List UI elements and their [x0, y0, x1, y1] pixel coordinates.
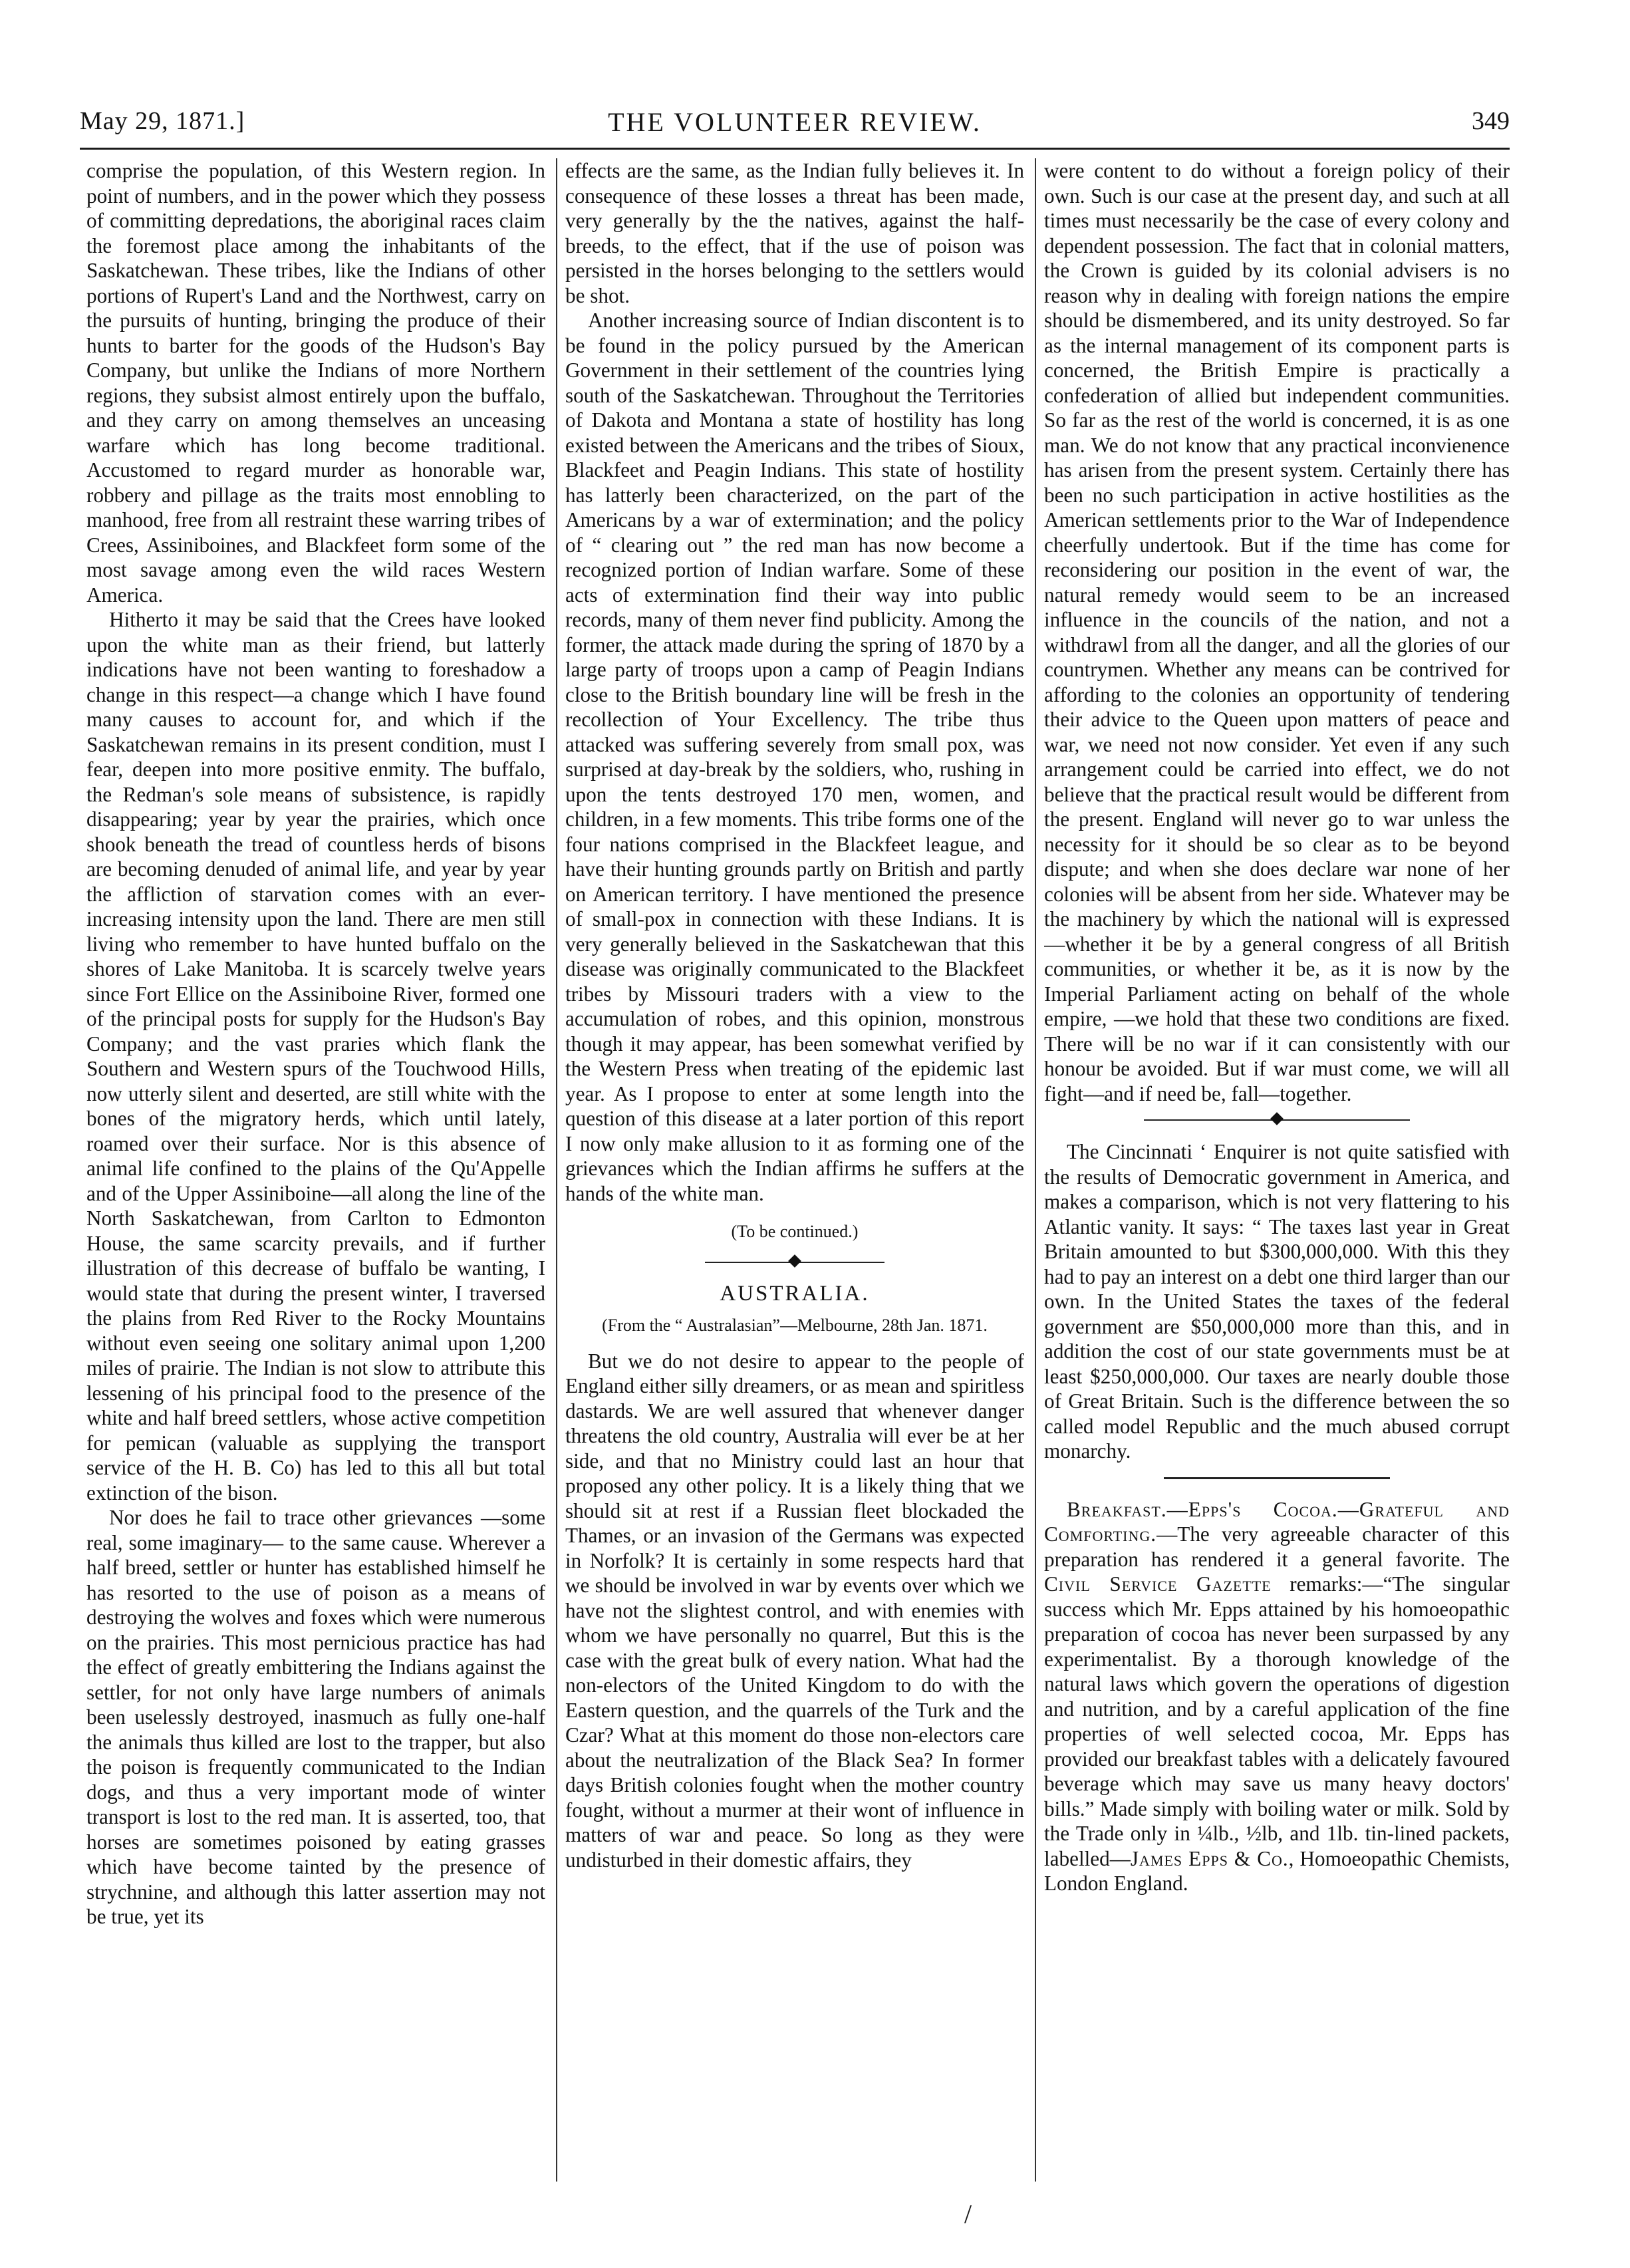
- section-separator: [565, 1252, 1024, 1272]
- column-rule: [556, 158, 557, 2182]
- advert-text: Homoeopathic Chemists, London England.: [1044, 1846, 1510, 1895]
- publication-title: THE VOLUNTEER REVIEW.: [608, 107, 982, 137]
- footer-mark: /: [964, 2199, 972, 2229]
- advert-text: remarks:—“The singular success which Mr. Epps attained by his homoeopathic preparation of cocoa has never been surpassed by any experimentalist. By a thorough knowledge of the natural laws which govern the operations of digestion and nutrition, and by a careful application of the fine properties of well selected cocoa, Mr. Epps has provided our breakfast tables with a delicately favoured beverage which may save us many heavy doctors' bills.” Made simply with boiling water or milk. Sold by the Trade only in ¼lb., ½lb, and 1lb. tin-lined packets, labelled—: [1044, 1572, 1510, 1870]
- column-2: [565, 158, 1024, 2188]
- section-title: AUSTRALIA.: [720, 1281, 870, 1306]
- paragraph: But we do not desire to appear to the people of England either silly dreamers, or as mean and spiritless dastards. We are well assured that whenever danger threatens the old country, Australia will ever be at her side, and that no Ministry could last an hour that proposed any other policy. It is a likely thing that we should sit at rest if a Russian fleet blockaded the Thames, or an invasion of the Germans was expected in Norfolk? It is certainly in some respects hard that we should be involved in war by events over which we have not the slightest control, and with enemies with whom we have personally no quarrel, But this is the case with the great bulk of every nation. What had the non-electors of the United Kingdom to do with the Eastern question, and the quarrels of the Turk and the Czar? What at this moment do those non-electors care about the neutralization of the Black Sea? In former days British colonies fought when the mother country fought, without a murmer at their wont of influence in matters of war and peace. So long as they were undisturbed in their domestic affairs, they: [565, 1349, 1024, 1872]
- paragraph: Another increasing source of Indian discontent is to be found in the policy pursued by the American Government in their settlement of the countries lying south of the Saskatchewan. Throughout the Territories of Dakota and Montana a state of hostility has long existed between the Americans and the tribes of Sioux, Blackfeet and Peagin Indians. This state of hostility has latterly been characterized, on the part of the Americans by a war of extermination; and the policy of “ clearing out ” the red man has now become a recognized portion of Indian warfare. Some of these acts of extermination find their way into public records, many of them never find publicity. Among the former, the attack made during the spring of 1870 by a large party of troops upon a camp of Peagin Indians close to the British boundary line will be fresh in the recollection of Your Excellency. The tribe thus attacked was suffering severely from small pox, was surprised at day-break by the soldiers, who, rushing in upon the tents destroyed 170 men, women, and children, in a few moments. This tribe forms one of the four nations comprised in the Blackfeet league, and have their hunting grounds partly on British and partly on American territory. I have mentioned the presence of small-pox in connection with these Indians. It is very generally believed in the Saskatchewan that this disease was originally communicated to the Blackfeet tribes by Missouri traders with a view to the accumulation of robes, and this opinion, monstrous though it may appear, has been somewhat verified by the Western Press when treating of the epidemic last year. As I propose to enter at some length into the question of this disease at a later portion of this report I now only make allusion to it as forming one of the grievances which the Indian affirms he suffers at the hands of the white man.: [565, 309, 1024, 1205]
- continued-note: (To be continued.): [731, 1222, 859, 1241]
- header-rule: [80, 148, 1510, 150]
- paragraph: effects are the same, as the Indian fully believes it. In consequence of these losses a threat has been made, very generally by the the natives, against the half-breeds, to the effect, that if the use of poison was persisted in the horses belonging to the settlers would be shot.: [565, 159, 1024, 307]
- advert-text: —The very agreeable character of this preparation has rendered it a general favorite. The: [1044, 1522, 1510, 1571]
- section-separator: [1044, 1468, 1510, 1488]
- page-number: 349: [1472, 107, 1510, 135]
- column-3: [1044, 158, 1510, 2188]
- paragraph: The Cincinnati ‘ Enquirer is not quite satisfied with the results of Democratic government in America, and makes a comparison, which is not very flattering to his Atlantic vanity. It says: “ The taxes last year in Great Britain amounted to but $300,000,000. With this they had to pay an interest on a debt one third larger than our own. In the United States the taxes of the federal government are $50,000,000 more than this, and in addition the cost of our state governments must be at least $250,000,000. Our taxes are nearly double those of Great Britain. Such is the difference between the so called model Republic and the much abused corrupt monarchy.: [1044, 1140, 1510, 1463]
- column-1: [86, 158, 545, 2188]
- paragraph: were content to do without a foreign policy of their own. Such is our case at the present day, and such at all times must necessarily be the case of every colony and dependent possession. The fact that in colonial matters, the Crown is guided by its colonial advisers is no reason why in dealing with foreign nations the empire should be dismembered, and its unity destroyed. So far as the internal management of its component parts is concerned, the British Empire is practically a confederation of allied but independent communities. So far as the rest of the world is concerned, it is as one man. We do not know that any practical inconvienence has arisen from the present system. Certainly there has been no such participation in active hostilities as the American settlements prior to the War of Independence cheerfully undertook. But if the time has come for reconsidering our position in the event of war, the natural remedy would seem to be an increased influence in the councils of the nation, and not a withdrawl from all the danger, and all the glories of our countrymen. Whether any means can be contrived for affording to the colonies an opportunity of tendering their advice to the Queen upon matters of peace and war, we need not now consider. Yet even if any such arrangement could be carried into effect, we do not believe that the practical result would be different from the present. England will never go to war unless the necessity for it should be so clear as to be beyond dispute; and when she does declare war none of her colonies will be absent from her side. Whatever may be the machinery by which the national will is expressed—whether it be by a general congress of all British communities, or whether it be, as it is now by the Imperial Parliament acting on behalf of the whole empire, —we hold that these two conditions are fixed. There will be no war if it can consistently with our honour be avoided. But if war must come, we will all fight—and if need be, fall—together.: [1044, 159, 1510, 1105]
- source-line: (From the “ Australasian”—Melbourne, 28th Jan. 1871.: [602, 1316, 988, 1335]
- paragraph: Hitherto it may be said that the Crees have looked upon the white man as their friend, but latterly indications have not been wanting to foreshadow a change in this respect—a change which I have found many causes to account for, and which if the Saskatchewan remains in its present condition, must I fear, deepen into more positive enmity. The buffalo, the Redman's sole means of subsistence, is rapidly disappearing; year by year the prairies, which once shook beneath the tread of countless herds of bisons are becoming denuded of animal life, and year by year the affliction of starvation comes with an ever-increasing intensity upon the land. There are men still living who remember to have hunted buffalo on the shores of Lake Manitoba. It is scarcely twelve years since Fort Ellice on the Assiniboine River, formed one of the principal posts for supply for the Hudson's Bay Company; and the vast praries which flank the Southern and Western spurs of the Touchwood Hills, now utterly silent and deserted, are still white with the bones of the migratory herds, which until lately, roamed over their surface. Nor is this absence of animal life confined to the plains of the Qu'Appelle and of the Upper Assiniboine—all along the line of the North Saskatchewan, from Carlton to Edmonton House, the same scarcity prevails, and if further illustration of this decrease of buffalo be wanting, I would state that during the present winter, I traversed the plains from Red River to the Rocky Mountains without even seeing one solitary animal upon 1,200 miles of prairie. The Indian is not slow to attribute this lessening of his principal food to the presence of the white and half breed settlers, whose active competition for pemican (valuable as supplying the transport service of the H. B. Co) has led to this all but total extinction of the bison.: [86, 608, 545, 1504]
- advert-firm: James Epps & Co.,: [1130, 1846, 1295, 1870]
- paragraph: Nor does he fail to trace other grievances —some real, some imaginary— to the same cause. Wherever a half breed, settler or hunter has established himself he has resorted to the use of poison as a means of destroying the wolves and foxes which were numerous on the prairies. This most pernicious practice has had the effect of greatly embittering the Indians against the settler, for not only have large numbers of animals been uselessly destroyed, inasmuch as fully one-half the animals thus killed are lost to the trapper, but also the poison is frequently communicated to the Indian dogs, and thus a very important mode of winter transport is lost to the red man. It is asserted, too, that horses are sometimes poisoned by eating grasses which have become tainted by the presence of strychnine, and although this latter assertion may not be true, yet its: [86, 1506, 545, 1928]
- advertisement: [1044, 1497, 1510, 1896]
- advert-paper-name: Civil Service Gazette: [1044, 1572, 1272, 1596]
- advert-lead: Breakfast.—Epps's Cocoa.—Grateful and Comforting.: [1044, 1497, 1510, 1546]
- paragraph: comprise the population, of this Western region. In point of numbers, and in the power which they possess of committing depredations, the aboriginal races claim the foremost place among the inhabitants of the Saskatchewan. These tribes, like the Indians of other portions of Rupert's Land and the Northwest, carry on the pursuits of hunting, bringing the produce of their hunts to barter for the goods of the Hudson's Bay Company, but unlike the Indians of more Northern regions, they subsist almost entirely upon the buffalo, and they carry on among themselves an unceasing warfare which has long become traditional. Accustomed to regard murder as honorable war, robbery and pillage as the traits most ennobling to manhood, free from all restraint these warring tribes of Crees, Assiniboines, and Blackfeet form some of the most savage among even the wild races Western America.: [86, 159, 545, 607]
- section-separator: [1044, 1110, 1510, 1130]
- column-rule: [1035, 158, 1036, 2182]
- issue-date: May 29, 1871.]: [80, 107, 245, 135]
- page-header: [80, 106, 1510, 153]
